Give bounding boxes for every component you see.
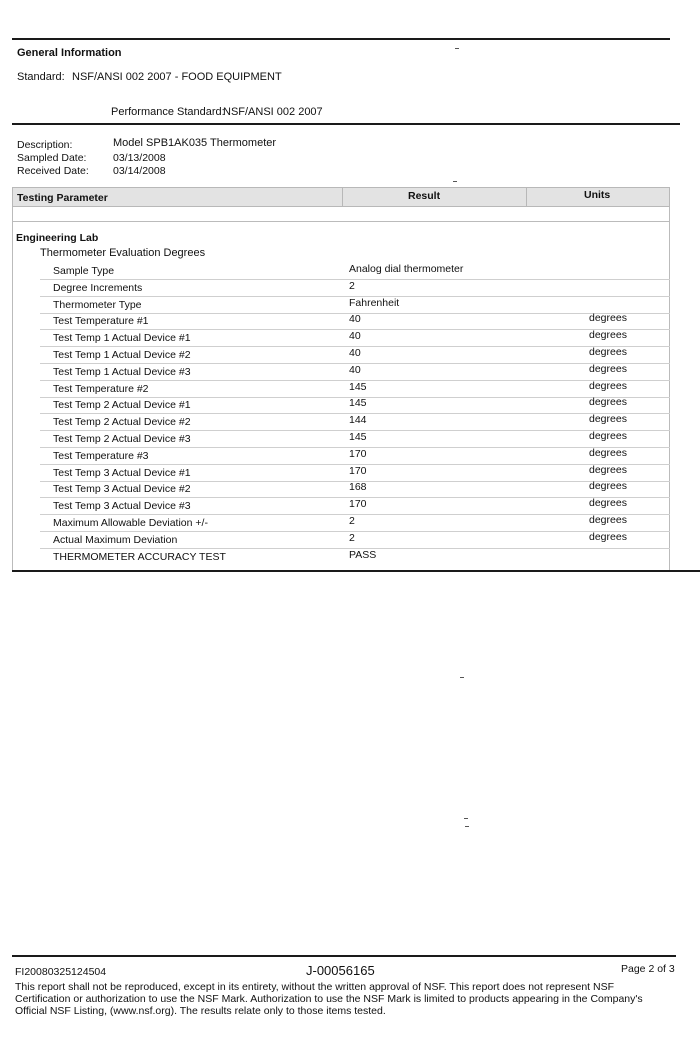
header-units: Units — [584, 189, 611, 201]
row-result: 40 — [349, 364, 361, 376]
scan-speck — [460, 677, 464, 678]
row-parameter: Test Temp 3 Actual Device #1 — [53, 467, 191, 479]
row-parameter: Maximum Allowable Deviation +/- — [53, 517, 208, 529]
engineering-lab-heading: Engineering Lab — [16, 232, 99, 244]
table-header-band — [12, 187, 670, 207]
table-row-divider — [40, 514, 670, 515]
page-number: Page 2 of 3 — [621, 963, 675, 975]
footer-rule — [12, 955, 676, 957]
row-units: degrees — [589, 447, 627, 459]
description-label: Description: — [17, 139, 73, 151]
row-parameter: Test Temp 2 Actual Device #2 — [53, 416, 191, 428]
header-divider — [526, 187, 527, 207]
received-date-value: 03/14/2008 — [113, 165, 166, 177]
report-id: FI20080325124504 — [15, 966, 107, 978]
table-row-divider — [40, 279, 670, 280]
row-units: degrees — [589, 346, 627, 358]
top-rule — [12, 38, 670, 40]
table-gap-rule — [12, 221, 670, 222]
scan-speck — [453, 181, 457, 182]
row-units: degrees — [589, 430, 627, 442]
row-units: degrees — [589, 497, 627, 509]
row-result: Analog dial thermometer — [349, 263, 464, 275]
row-units: degrees — [589, 514, 627, 526]
row-result: 145 — [349, 397, 367, 409]
row-result: 2 — [349, 532, 355, 544]
row-result: 40 — [349, 313, 361, 325]
row-result: 2 — [349, 515, 355, 527]
row-units: degrees — [589, 413, 627, 425]
row-parameter: Sample Type — [53, 265, 115, 277]
header-testing-parameter: Testing Parameter — [17, 192, 108, 204]
row-result: 170 — [349, 498, 367, 510]
table-bottom-rule — [12, 570, 700, 572]
row-parameter: Actual Maximum Deviation — [53, 534, 178, 546]
row-parameter: Test Temp 2 Actual Device #3 — [53, 433, 191, 445]
row-result: PASS — [349, 549, 377, 561]
group-heading: Thermometer Evaluation Degrees — [40, 247, 206, 259]
job-number: J-00056165 — [306, 963, 375, 978]
disclaimer-line-3: Official NSF Listing, (www.nsf.org). The results relate only to those items tested. — [15, 1005, 386, 1017]
row-units: degrees — [589, 380, 627, 392]
row-units: degrees — [589, 363, 627, 375]
sampled-date-label: Sampled Date: — [17, 152, 87, 164]
row-units: degrees — [589, 480, 627, 492]
standard-value: NSF/ANSI 002 2007 - FOOD EQUIPMENT — [72, 71, 282, 83]
table-row-divider — [40, 531, 670, 532]
received-date-label: Received Date: — [17, 165, 89, 177]
row-result: 2 — [349, 280, 355, 292]
row-parameter: Test Temp 1 Actual Device #1 — [53, 332, 191, 344]
row-parameter: Test Temperature #2 — [53, 383, 149, 395]
row-result: 170 — [349, 448, 367, 460]
row-parameter: Test Temp 3 Actual Device #2 — [53, 483, 191, 495]
row-units: degrees — [589, 329, 627, 341]
row-units: degrees — [589, 312, 627, 324]
row-parameter: Test Temp 2 Actual Device #1 — [53, 399, 191, 411]
row-parameter: Test Temp 1 Actual Device #2 — [53, 349, 191, 361]
row-units: degrees — [589, 531, 627, 543]
row-result: 145 — [349, 431, 367, 443]
row-result: 40 — [349, 330, 361, 342]
disclaimer-line-2: Certification or authorization to use the NSF Mark. Authorization to use the NSF Mark is limited to products appearing in the Company's — [15, 993, 643, 1005]
performance-standard-label: Performance Standard: — [111, 106, 225, 118]
performance-standard-value: NSF/ANSI 002 2007 — [223, 106, 323, 118]
row-units: degrees — [589, 464, 627, 476]
description-value: Model SPB1AK035 Thermometer — [113, 137, 277, 149]
header-divider — [342, 187, 343, 207]
row-parameter: Test Temp 1 Actual Device #3 — [53, 366, 191, 378]
disclaimer-line-1: This report shall not be reproduced, except in its entirety, without the written approval of NSF. This report does not represent NSF — [15, 981, 614, 993]
row-result: 144 — [349, 414, 367, 426]
row-units: degrees — [589, 396, 627, 408]
row-result: 168 — [349, 481, 367, 493]
row-result: 145 — [349, 381, 367, 393]
general-information-heading: General Information — [17, 47, 122, 59]
row-parameter: Thermometer Type — [53, 299, 142, 311]
scan-speck — [455, 48, 459, 49]
header-result: Result — [408, 190, 441, 202]
row-parameter: Test Temp 3 Actual Device #3 — [53, 500, 191, 512]
row-parameter: THERMOMETER ACCURACY TEST — [53, 551, 226, 563]
row-parameter: Degree Increments — [53, 282, 143, 294]
section-rule — [12, 123, 680, 125]
scan-speck — [464, 818, 468, 819]
row-parameter: Test Temperature #1 — [53, 315, 149, 327]
row-parameter: Test Temperature #3 — [53, 450, 149, 462]
scan-speck — [465, 826, 469, 827]
standard-label: Standard: — [17, 71, 65, 83]
row-result: 40 — [349, 347, 361, 359]
row-result: Fahrenheit — [349, 297, 400, 309]
sampled-date-value: 03/13/2008 — [113, 152, 166, 164]
row-result: 170 — [349, 465, 367, 477]
